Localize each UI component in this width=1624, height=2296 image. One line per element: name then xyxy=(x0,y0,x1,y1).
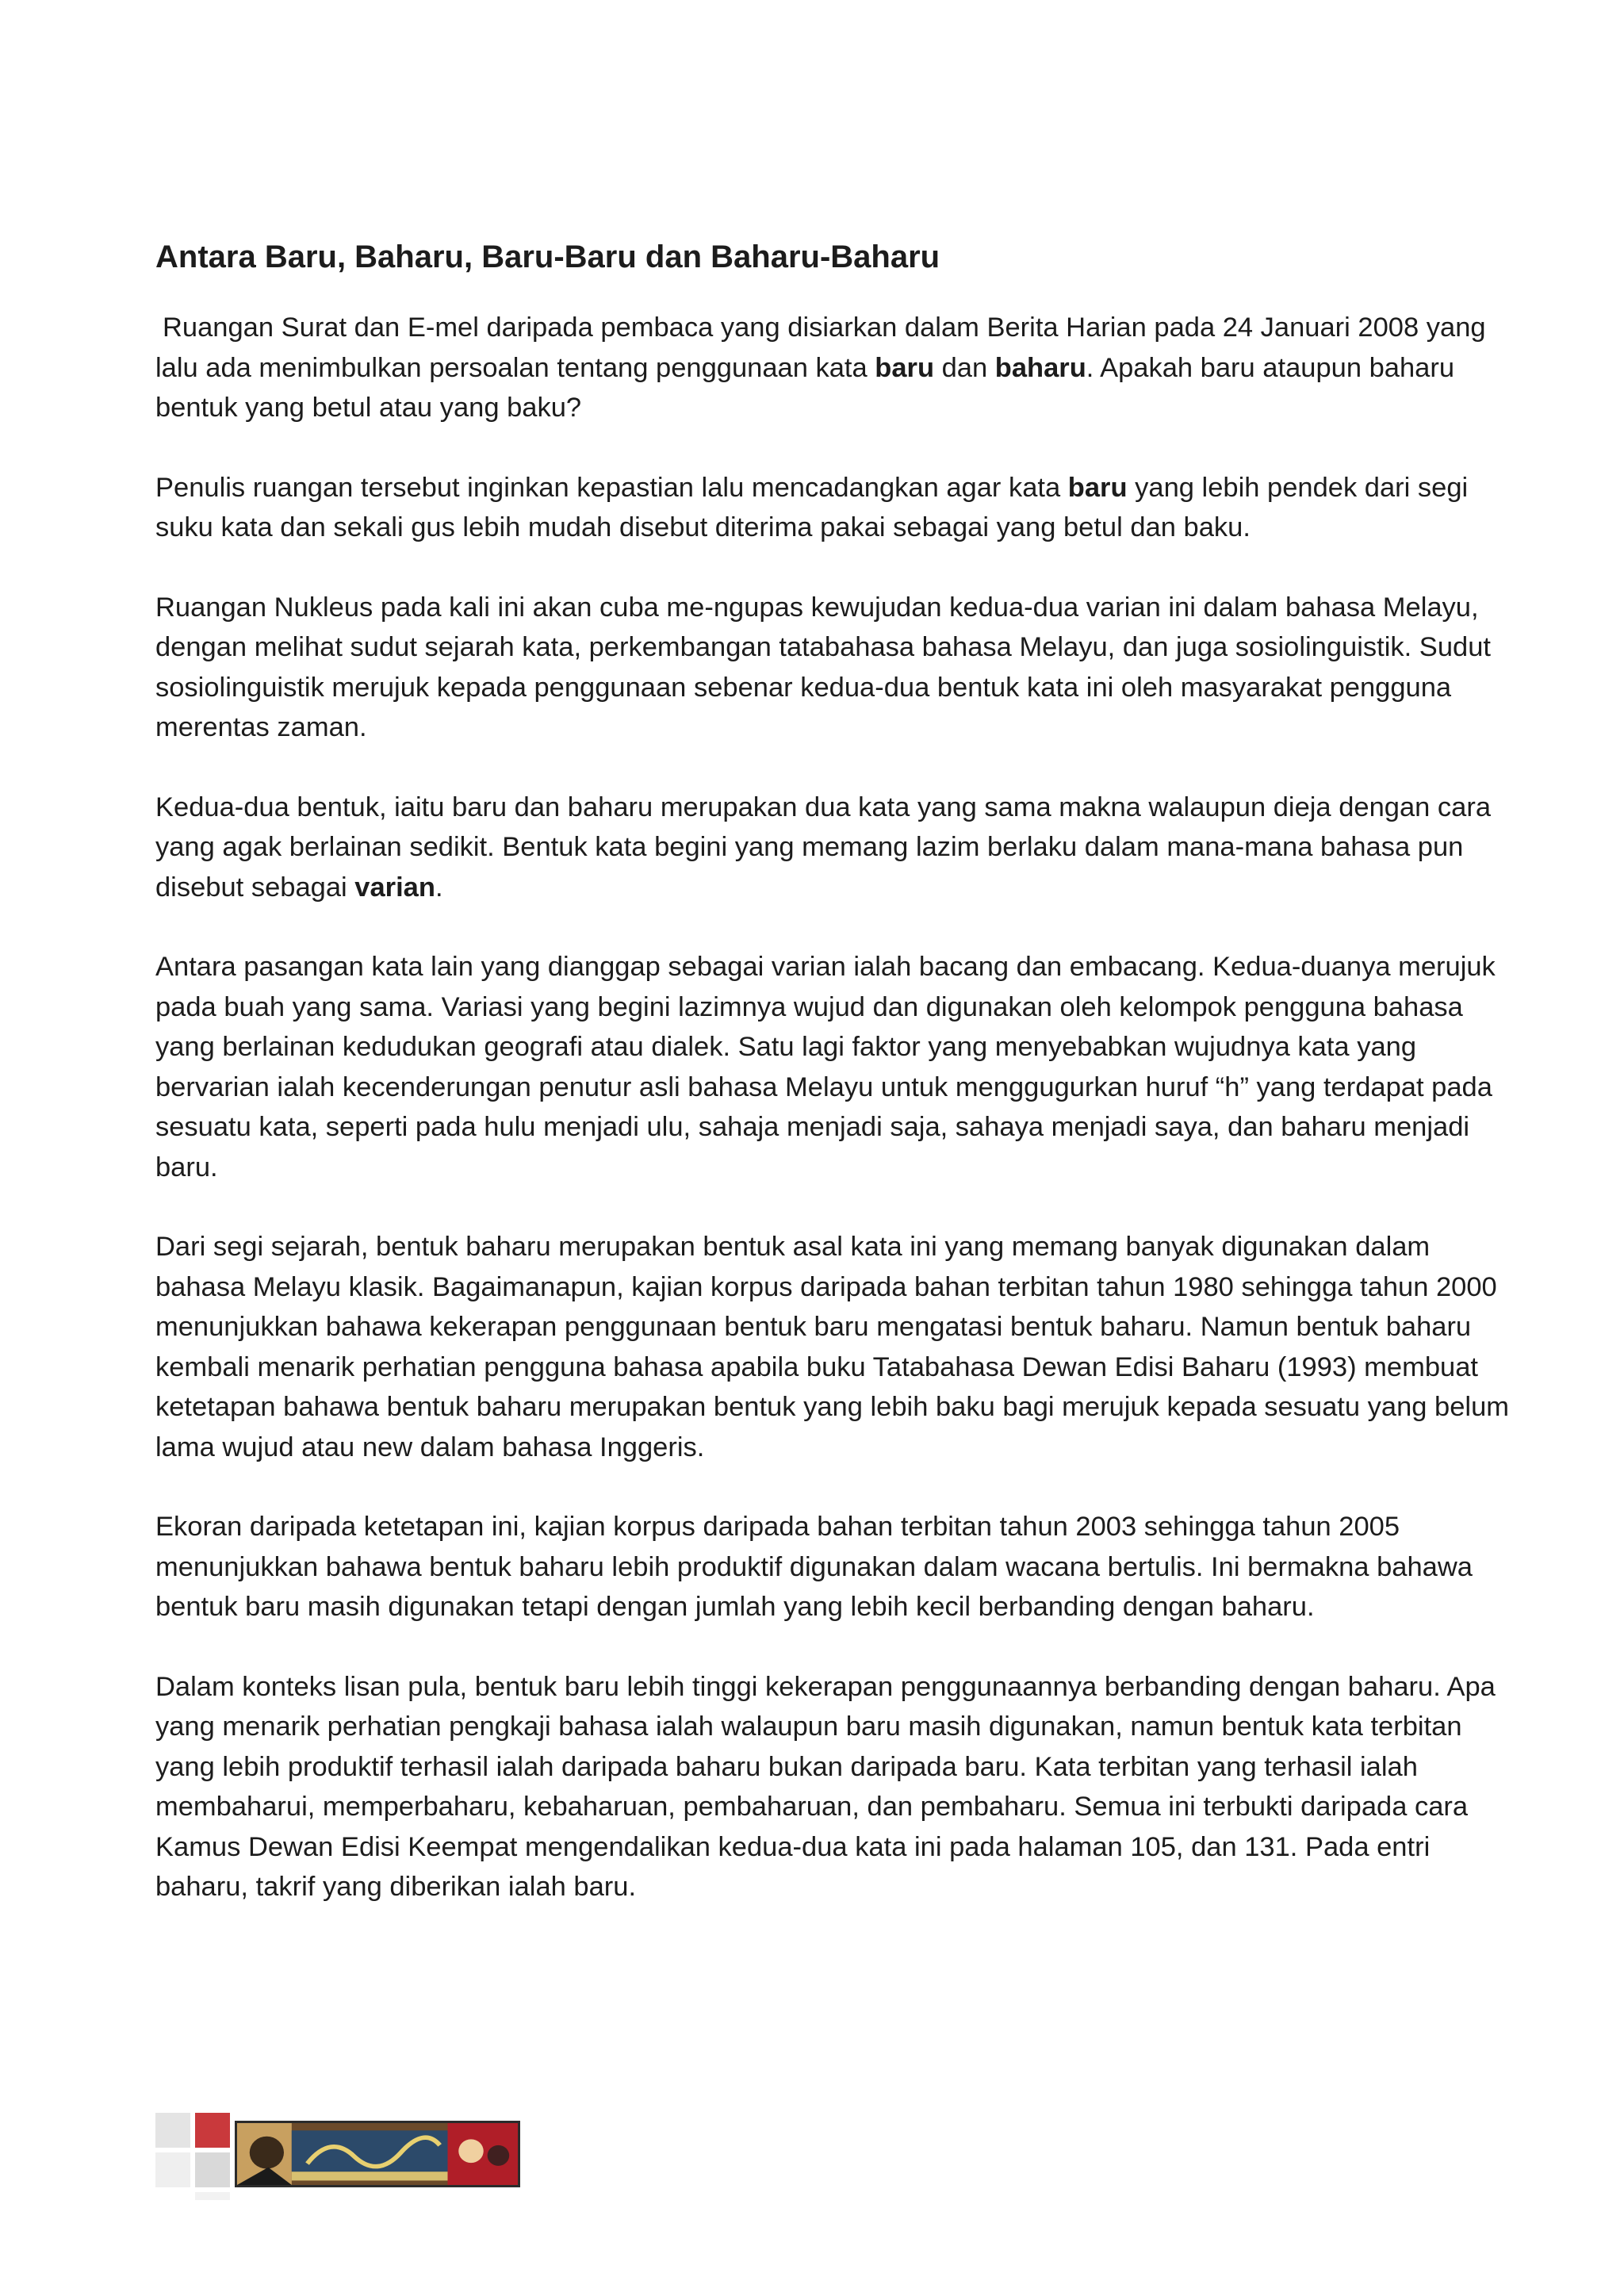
blog-banner-logo xyxy=(235,2121,520,2187)
bold-term: baharu xyxy=(994,352,1086,383)
paragraph-text: Ekoran daripada ketetapan ini, kajian korpus daripada bahan terbitan tahun 2003 sehingga tahun 2005 menunjukkan bahawa bentuk baharu lebih produktif digunakan dalam wacana bertulis. Ini bermakna bahawa bentuk baru masih digunakan tetapi dengan jumlah yang lebih kecil berbanding dengan baharu. xyxy=(155,1512,1473,1622)
article xyxy=(155,235,1519,1947)
paragraph-text: Penulis ruangan tersebut inginkan kepastian lalu mencadangkan agar kata xyxy=(155,472,1068,503)
paragraph-text: Ruangan Surat dan E-mel daripada pembaca yang disiarkan dalam Berita Harian pada 24 Januari 2008 yang lalu ada menimbulkan persoalan tentang penggunaan kata xyxy=(155,312,1486,383)
paragraph-text: Antara pasangan kata lain yang dianggap sebagai varian ialah bacang dan embacang. Kedua-duanya merujuk pada buah yang sama. Variasi yang begini lazimnya wujud dan digunakan oleh kelompok pengguna bahasa yang berlainan kedudukan geografi atau dialek. Satu lagi faktor yang menyebabkan wujudnya kata yang bervarian ialah kecenderungan penutur asli bahasa Melayu untuk menggugurkan huruf “h” yang terdapat pada sesuatu kata, seperti pada hulu menjadi ulu, sahaja menjadi saja, sahaya menjadi saya, dan baharu menjadi baru. xyxy=(155,952,1496,1182)
paragraph-5 xyxy=(155,947,1519,1187)
paragraph-text: . xyxy=(435,872,443,903)
paragraph-text: . Apakah baru ataupun baharu bentuk yang betul atau yang baku? xyxy=(155,352,1455,423)
bold-term: baru xyxy=(1067,472,1128,503)
paragraph-1 xyxy=(155,308,1519,428)
banner-logo-icon xyxy=(237,2123,518,2185)
decorative-square xyxy=(195,2192,230,2200)
decorative-square xyxy=(195,2152,230,2187)
article-title: Antara Baru, Baharu, Baru-Baru dan Baharu-Baharu xyxy=(155,240,940,274)
paragraph-8 xyxy=(155,1667,1519,1907)
bold-term: varian xyxy=(354,872,435,903)
paragraph-6 xyxy=(155,1227,1519,1467)
paragraph-text: Dari segi sejarah, bentuk baharu merupakan bentuk asal kata ini yang memang banyak digunakan dalam bahasa Melayu klasik. Bagaimanapun, kajian korpus daripada bahan terbitan tahun 1980 sehingga tahun 2000 menunjukkan bahawa kekerapan penggunaan bentuk baru mengatasi bentuk baharu. Namun bentuk baharu kembali menarik perhatian pengguna bahasa apabila buku Tatabahasa Dewan Edisi Baharu (1993) membuat ketetapan bahawa bentuk baharu merupakan bentuk yang lebih baku bagi merujuk kepada sesuatu yang belum lama wujud atau new dalam bahasa Inggeris. xyxy=(155,1232,1510,1462)
decorative-square xyxy=(155,2152,190,2187)
paragraph-text: yang lebih pendek dari segi suku kata dan sekali gus lebih mudah disebut diterima pakai sebagai yang betul dan baku. xyxy=(155,472,1469,542)
decorative-square xyxy=(155,2113,190,2148)
bold-term: baru xyxy=(875,352,935,383)
page-footer xyxy=(155,2113,552,2200)
paragraph-7 xyxy=(155,1507,1519,1627)
paragraph-4 xyxy=(155,788,1519,908)
paragraph-2 xyxy=(155,468,1519,548)
paragraph-3 xyxy=(155,588,1519,748)
paragraph-text: Dalam konteks lisan pula, bentuk baru lebih tinggi kekerapan penggunaannya berbanding dengan baharu. Apa yang menarik perhatian pengkaji bahasa ialah walaupun baru masih digunakan, namun bentuk kata terbitan yang lebih produktif terhasil ialah daripada baharu bukan daripada baru. Kata terbitan yang terhasil ialah membaharui, memperbaharu, kebaharuan, pembaharuan, dan pembaharu. Semua ini terbukti daripada cara Kamus Dewan Edisi Keempat mengendalikan kedua-dua kata ini pada halaman 105, dan 131. Pada entri baharu, takrif yang diberikan ialah baru. xyxy=(155,1671,1496,1902)
decorative-square-red xyxy=(195,2113,230,2148)
paragraph-text: dan xyxy=(934,352,995,383)
paragraph-text: Kedua-dua bentuk, iaitu baru dan baharu merupakan dua kata yang sama makna walaupun dieja dengan cara yang agak berlainan sedikit. Bentuk kata begini yang memang lazim berlaku dalam mana-mana bahasa pun disebut sebagai xyxy=(155,792,1492,903)
paragraph-text: Ruangan Nukleus pada kali ini akan cuba me-ngupas kewujudan kedua-dua varian ini dalam bahasa Melayu, dengan melihat sudut sejarah kata, perkembangan tatabahasa bahasa Melayu, dan juga sosiolinguistik. Sudut sosiolinguistik merujuk kepada penggunaan sebenar kedua-dua bentuk kata ini oleh masyarakat pengguna merentas zaman. xyxy=(155,592,1491,742)
